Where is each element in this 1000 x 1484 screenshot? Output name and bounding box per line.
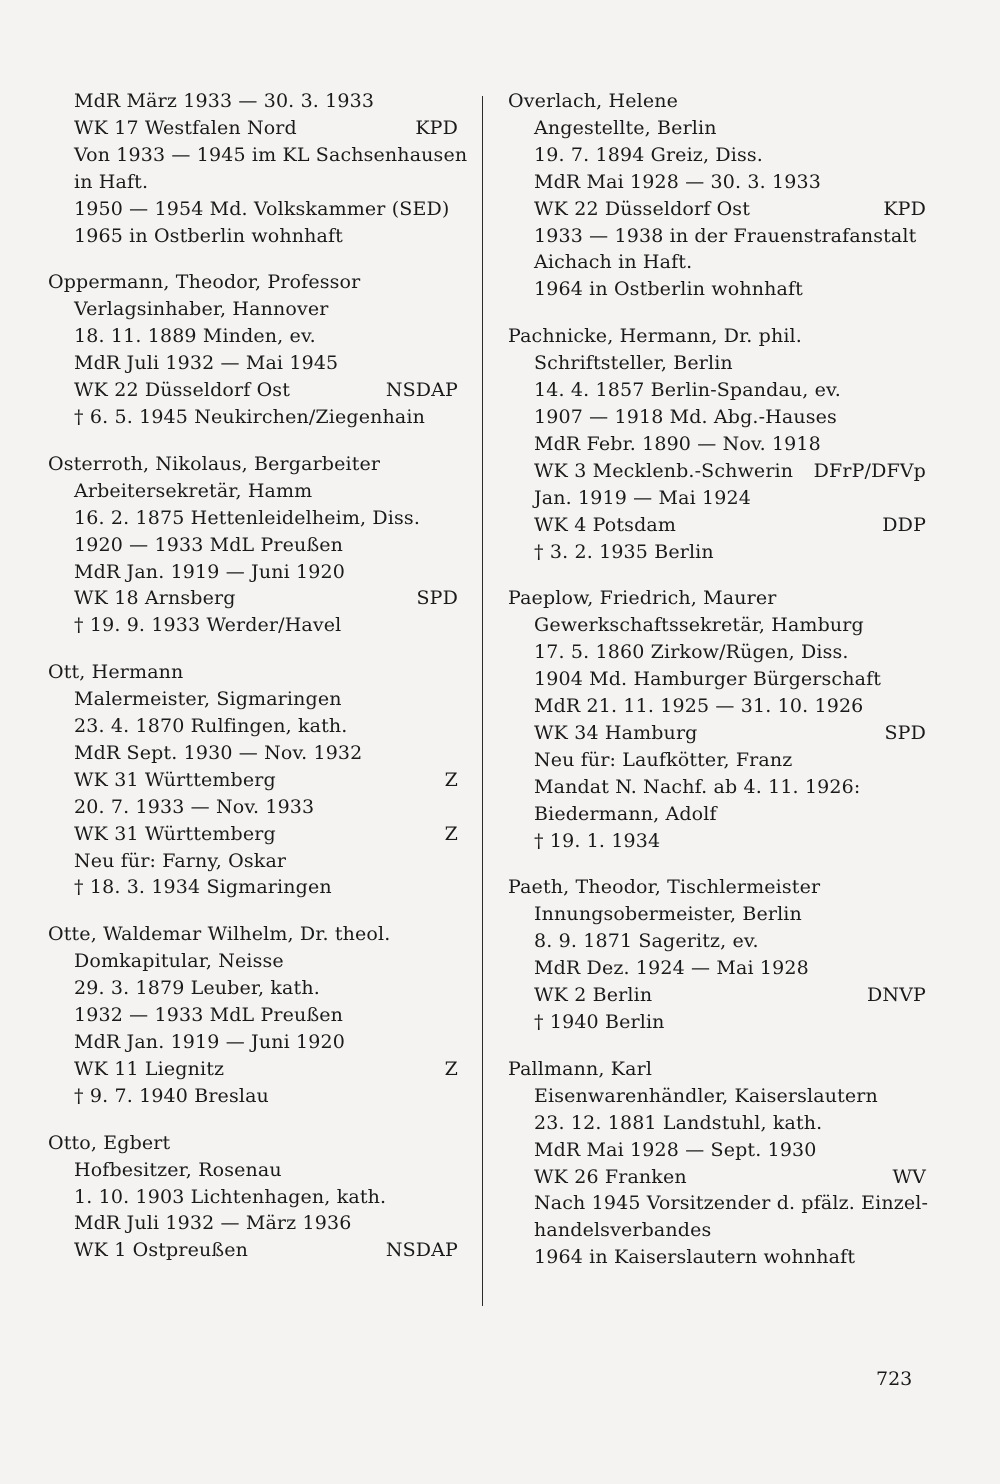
entry-line (508, 115, 926, 142)
entry-heading (48, 1130, 458, 1157)
entry-line (508, 431, 926, 458)
entry-text: WK 3 Mecklenb.-Schwerin (534, 459, 794, 482)
entry-heading (508, 1056, 926, 1083)
party-label: KPD (415, 116, 458, 139)
entry-line (48, 686, 458, 713)
entry-text: Innungsobermeister, Berlin (534, 903, 802, 926)
page-number: 723 (876, 1368, 913, 1390)
entry-text: Malermeister, Sigmaringen (74, 688, 342, 711)
entry-text: WK 2 Berlin (534, 984, 653, 1007)
entry-line (48, 350, 458, 377)
entry-line (48, 88, 458, 115)
entry-text: 1. 10. 1903 Lichtenhagen, kath. (74, 1185, 387, 1208)
biography-entry (508, 1056, 929, 1271)
entry-line (48, 296, 458, 323)
entry-heading (508, 88, 926, 115)
entry-line (508, 512, 926, 539)
entry-line (508, 1190, 929, 1217)
entry-line (48, 377, 458, 404)
entry-line (48, 196, 458, 223)
entry-text: Hofbesitzer, Rosenau (74, 1158, 282, 1181)
entry-text: MdR Sept. 1930 — Nov. 1932 (74, 741, 363, 764)
entry-text: MdR März 1933 — 30. 3. 1933 (74, 90, 375, 112)
entry-text: Eisenwarenhändler, Kaiserslautern (534, 1084, 878, 1107)
entry-line (508, 666, 926, 693)
entry-text: Gewerkschaftssekretär, Hamburg (534, 614, 864, 637)
entry-text: MdR Juli 1932 — März 1936 (74, 1212, 352, 1235)
entry-text: MdR Mai 1928 — Sept. 1930 (534, 1138, 817, 1161)
entry-name: Overlach, Helene (508, 90, 679, 112)
entry-heading (48, 659, 458, 686)
entry-text: MdR Febr. 1890 — Nov. 1918 (534, 432, 821, 455)
entry-text: WK 26 Franken (534, 1165, 687, 1188)
entry-line (48, 585, 458, 612)
entry-text: Angestellte, Berlin (534, 116, 717, 139)
entry-text: WK 1 Ostpreußen (74, 1239, 249, 1262)
entry-text: Aichach in Haft. (534, 251, 693, 274)
entry-line (508, 142, 926, 169)
biography-entry (48, 451, 458, 639)
biography-entry (508, 874, 926, 1035)
entry-text: 1920 — 1933 MdL Preußen (74, 533, 344, 556)
entry-text: WK 22 Düsseldorf Ost (74, 379, 290, 402)
entry-text: Arbeitersekretär, Hamm (74, 479, 313, 502)
party-label: Z (444, 822, 458, 845)
entry-line (508, 276, 926, 303)
entry-text: 1964 in Ostberlin wohnhaft (534, 278, 803, 301)
entry-line (508, 404, 926, 431)
party-label: SPD (416, 587, 458, 610)
entry-heading (48, 451, 458, 478)
entry-line (48, 559, 458, 586)
entry-line (48, 1237, 458, 1264)
entry-text: 1964 in Kaiserslautern wohnhaft (534, 1246, 856, 1269)
right-column (508, 88, 929, 1291)
party-label: DNVP (867, 984, 926, 1007)
entry-text: Schriftsteller, Berlin (534, 352, 733, 375)
entry-line (508, 1164, 926, 1191)
party-label: Z (444, 1057, 458, 1080)
biography-entry (48, 269, 458, 430)
entry-text: MdR Dez. 1924 — Mai 1928 (534, 957, 809, 980)
entry-line (508, 720, 926, 747)
entry-line (508, 928, 926, 955)
entry-line (508, 1009, 926, 1036)
entry-line (508, 1217, 926, 1244)
entry-text: MdR Mai 1928 — 30. 3. 1933 (534, 170, 821, 193)
entry-text: † 9. 7. 1940 Breslau (74, 1084, 269, 1107)
entry-line (508, 196, 926, 223)
entry-line (48, 713, 458, 740)
entry-line (508, 801, 926, 828)
biography-entry (48, 88, 468, 249)
entry-line (508, 223, 926, 250)
entry-line (48, 115, 458, 142)
entry-line (48, 1210, 458, 1237)
entry-line (48, 948, 458, 975)
entry-text: MdR Juli 1932 — Mai 1945 (74, 352, 339, 375)
entry-name: Otto, Egbert (48, 1131, 171, 1154)
entry-line (48, 505, 458, 532)
entry-line (508, 901, 926, 928)
entry-text: WK 22 Düsseldorf Ost (534, 197, 750, 220)
entry-line (508, 1110, 926, 1137)
entry-text: † 1940 Berlin (534, 1011, 665, 1033)
entry-name: Osterroth, Nikolaus, Bergarbeiter (48, 452, 381, 475)
column-divider (482, 96, 483, 1306)
entry-text: Nach 1945 Vorsitzender d. pfälz. Einzel- (534, 1192, 929, 1215)
entry-text: WK 11 Liegnitz (74, 1057, 225, 1080)
entry-line (508, 539, 926, 566)
entry-text: WK 4 Potsdam (534, 513, 677, 536)
entry-text: Verlagsinhaber, Hannover (74, 298, 329, 321)
entry-line (48, 1083, 458, 1110)
entry-name: Pachnicke, Hermann, Dr. phil. (508, 325, 802, 348)
entry-line (508, 350, 926, 377)
entry-text: 16. 2. 1875 Hettenleidelheim, Diss. (74, 506, 421, 529)
entry-text: † 18. 3. 1934 Sigmaringen (74, 876, 332, 899)
entry-text: WK 31 Württemberg (74, 768, 276, 791)
entry-text: † 19. 1. 1934 (534, 829, 661, 852)
entry-text: WK 18 Arnsberg (74, 587, 236, 610)
entry-line (48, 975, 458, 1002)
entry-line (48, 1184, 458, 1211)
entry-line (48, 794, 458, 821)
entry-line (48, 404, 458, 431)
entry-line (508, 249, 926, 276)
entry-text: Mandat N. Nachf. ab 4. 11. 1926: (534, 775, 861, 798)
entry-text: Von 1933 — 1945 im KL Sachsenhausen (74, 143, 468, 166)
entry-line (48, 1056, 458, 1083)
entry-heading (508, 585, 926, 612)
party-label: WV (892, 1165, 926, 1188)
entry-line (508, 1244, 926, 1271)
entry-line (508, 458, 926, 485)
entry-text: 1904 Md. Hamburger Bürgerschaft (534, 668, 882, 691)
entry-text: Jan. 1919 — Mai 1924 (534, 486, 751, 509)
entry-text: MdR Jan. 1919 — Juni 1920 (74, 560, 345, 583)
entry-text: † 19. 9. 1933 Werder/Havel (74, 614, 342, 637)
entry-line (508, 982, 926, 1009)
entry-line (508, 485, 926, 512)
party-label: KPD (883, 197, 926, 220)
entry-text: 17. 5. 1860 Zirkow/Rügen, Diss. (534, 641, 849, 664)
entry-line (508, 693, 926, 720)
entry-text: 23. 12. 1881 Landstuhl, kath. (534, 1111, 823, 1134)
entry-text: † 6. 5. 1945 Neukirchen/Ziegenhain (74, 405, 425, 428)
entry-line (508, 747, 926, 774)
entry-text: 1950 — 1954 Md. Volkskammer (SED) (74, 197, 450, 220)
entry-text: 1932 — 1933 MdL Preußen (74, 1004, 344, 1027)
entry-line (48, 874, 458, 901)
entry-line (508, 612, 926, 639)
entry-name: Otte, Waldemar Wilhelm, Dr. theol. (48, 923, 391, 946)
biography-entry (508, 88, 926, 303)
entry-line (48, 848, 458, 875)
entry-text: handelsverbandes (534, 1219, 712, 1242)
entry-line (48, 767, 458, 794)
entry-line (508, 377, 926, 404)
entry-text: Neu für: Farny, Oskar (74, 849, 287, 872)
entry-line (48, 821, 458, 848)
entry-line (48, 478, 458, 505)
entry-line (48, 169, 458, 196)
entry-line (48, 223, 458, 250)
entry-text: 20. 7. 1933 — Nov. 1933 (74, 795, 315, 818)
entry-text: Neu für: Laufkötter, Franz (534, 748, 793, 771)
entry-line (508, 1137, 926, 1164)
party-label: DDP (882, 513, 926, 536)
entry-name: Oppermann, Theodor, Professor (48, 271, 361, 294)
entry-line (508, 774, 926, 801)
left-column (48, 88, 468, 1284)
entry-name: Paeplow, Friedrich, Maurer (508, 587, 777, 610)
entry-line (508, 955, 926, 982)
entry-line (508, 169, 926, 196)
entry-line (48, 1157, 458, 1184)
entry-text: 29. 3. 1879 Leuber, kath. (74, 977, 320, 1000)
entry-heading (508, 323, 926, 350)
entry-text: Biedermann, Adolf (534, 802, 717, 825)
party-label: NSDAP (385, 379, 458, 402)
entry-line (48, 612, 458, 639)
entry-line (508, 1083, 926, 1110)
biography-entry (508, 323, 926, 565)
entry-name: Ott, Hermann (48, 661, 184, 684)
entry-text: MdR Jan. 1919 — Juni 1920 (74, 1031, 345, 1053)
entry-line (48, 1002, 458, 1029)
biography-entry (508, 585, 926, 854)
entry-heading (508, 874, 926, 901)
entry-text: WK 34 Hamburg (534, 721, 698, 744)
entry-name: Paeth, Theodor, Tischlermeister (508, 876, 821, 899)
entry-line (48, 142, 468, 169)
biography-entry (48, 921, 458, 1109)
entry-text: 14. 4. 1857 Berlin-Spandau, ev. (534, 379, 841, 402)
entry-line (48, 532, 458, 559)
biography-entry (48, 659, 458, 901)
entry-line (508, 639, 926, 666)
entry-text: MdR 21. 11. 1925 — 31. 10. 1926 (534, 695, 864, 718)
party-label: SPD (884, 721, 926, 744)
entry-name: Pallmann, Karl (508, 1057, 653, 1080)
entry-line (48, 1029, 458, 1056)
entry-text: in Haft. (74, 170, 149, 193)
entry-text: WK 17 Westfalen Nord (74, 116, 297, 139)
party-label: NSDAP (385, 1239, 458, 1262)
entry-text: 8. 9. 1871 Sageritz, ev. (534, 930, 759, 953)
entry-heading (48, 921, 458, 948)
entry-line (508, 828, 926, 855)
entry-line (48, 740, 458, 767)
entry-line (48, 323, 458, 350)
biography-entry (48, 1130, 458, 1265)
party-label: Z (444, 768, 458, 791)
entry-text: 23. 4. 1870 Rulfingen, kath. (74, 715, 348, 738)
entry-text: 18. 11. 1889 Minden, ev. (74, 325, 316, 348)
entry-text: 19. 7. 1894 Greiz, Diss. (534, 143, 763, 166)
entry-text: Domkapitular, Neisse (74, 950, 284, 973)
entry-text: 1907 — 1918 Md. Abg.-Hauses (534, 405, 837, 428)
entry-text: † 3. 2. 1935 Berlin (534, 540, 714, 563)
party-label: DFrP/DFVp (813, 459, 926, 482)
entry-heading (48, 269, 458, 296)
entry-text: 1933 — 1938 in der Frauenstrafanstalt (534, 224, 917, 247)
entry-text: 1965 in Ostberlin wohnhaft (74, 224, 343, 247)
entry-text: WK 31 Württemberg (74, 822, 276, 845)
